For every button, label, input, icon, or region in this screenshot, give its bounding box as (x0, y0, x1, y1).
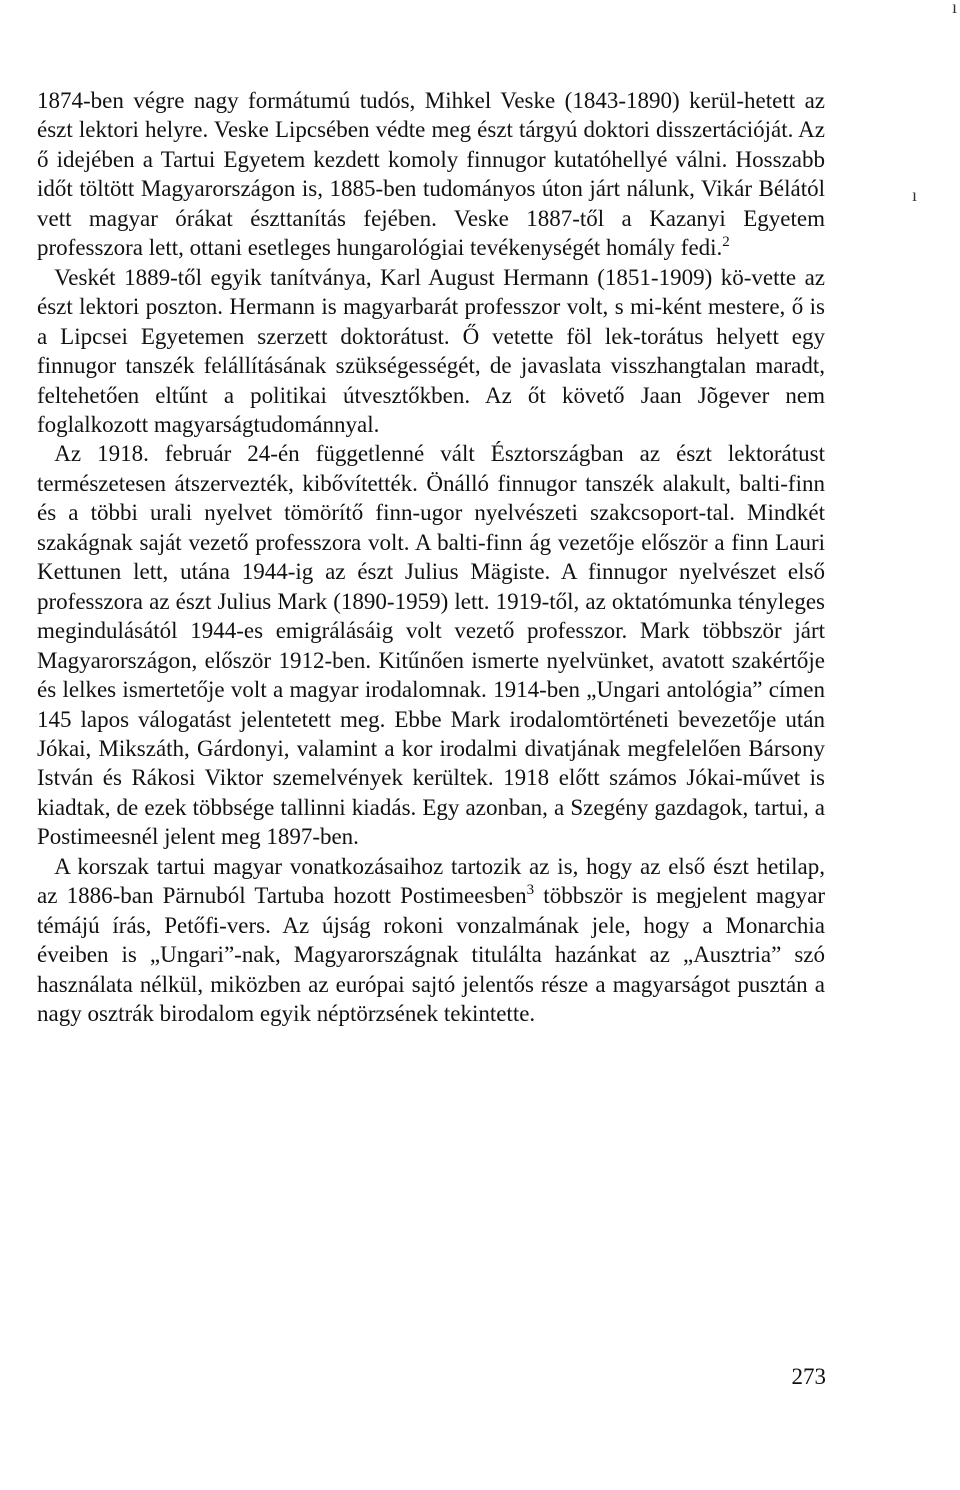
paragraph-1918 (37, 439, 825, 851)
paragraph-postimees (37, 852, 825, 1029)
paragraph-text: A korszak tartui magyar vonatkozásaihoz tartozik az is, hogy az első észt hetilap, az 1886-ban Pärnuból Tartuba hozott Postimeesben (37, 853, 825, 909)
paragraph-text: többször is megjelent magyar témájú írás, Petőfi-vers. Az újság rokoni vonzalmának jele, hogy a Monarchia éveiben is „Ungari”-nak, Magyarországnak titulálta hazánkat az „Ausztria” szó használata nélkül, miközben az európai sajtó jelentős része a magyarságot pusztán a nagy osztrák birodalom egyik néptörzsének tekintette. (37, 883, 826, 1027)
paragraph-text: Veskét 1889-től egyik tanítványa, Karl August Hermann (1851-1909) kö-vette az észt lektori poszton. Hermann is magyarbarát professzor volt, s mi-ként mestere, ő is a Lipcsei Egyetemen szerzett doktorátust. Ő vetette föl lek-torátus helyett egy finnugor tanszék felállításának szükségességét, de javaslata visszhangtalan maradt, feltehetően eltűnt a politikai útvesztőkben. Az őt követő Jaan Jõgever nem foglalkozott magyarságtudománnyal. (37, 264, 825, 437)
footnote-ref-3: 3 (526, 882, 535, 899)
page-number: 273 (791, 1364, 826, 1389)
paragraph-hermann (37, 263, 825, 440)
page-body (37, 86, 825, 1029)
paragraph-text: Az 1918. február 24-én függetlenné vált Észtországban az észt lektorátust természetesen átszervezték, kibővítették. Önálló finnugor tanszék alakult, balti-finn és a többi urali nyelvet tömörítő finn-ugor nyelvészeti szakcsoport-tal. Mindkét szakágnak saját vezető professzora volt. A balti-finn ág vezetője először a finn Lauri Kettunen lett, utána 1944-ig az észt Julius Mägiste. A finnugor nyelvészet első professzora az észt Julius Mark (1890-1959) lett. 1919-től, az oktatómunka tényleges megindulásától 1944-es emigrálásáig volt vezető professzor. Mark többször járt Magyarországon, először 1912-ben. Kitűnően ismerte nyelvünket, avatott szakértője és lelkes ismertetője volt a magyar irodalomnak. 1914-ben „Ungari antológia” címen 145 lapos válogatást jelentetett meg. Ebbe Mark irodalomtörténeti bevezetője után Jókai, Mikszáth, Gárdonyi, valamint a kor irodalmi divatjának megfelelően Bársony István és Rákosi Viktor szemelvények kerültek. 1918 előtt számos Jókai-művet is kiadtak, de ezek többsége tallinni kiadás. Egy azonban, a Szegény gazdagok, tartui, a Postimeesnél jelent meg 1897-ben. (37, 441, 825, 850)
paragraph-text: 1874-ben végre nagy formátumú tudós, Mihkel Veske (1843-1890) kerül-hetett az észt lektori helyre. Veske Lipcsében védte meg észt tárgyú doktori disszertációját. Az ő idejében a Tartui Egyetem kezdett komoly finnugor kutatóhellyé válni. Hosszabb időt töltött Magyarországon is, 1885-ben tudományos úton járt nálunk, Vikár Bélától vett magyar órákat észttanítás fejében. Veske 1887-től a Kazanyi Egyetem professzora lett, ottani esetleges hungarológiai tevékenységét homály fedi. (37, 88, 825, 261)
paragraph-veske (37, 86, 825, 263)
scan-speck-mark: ı (952, 0, 958, 17)
scan-speck-mark: ı (912, 185, 918, 205)
footnote-ref-2: 2 (722, 234, 730, 251)
